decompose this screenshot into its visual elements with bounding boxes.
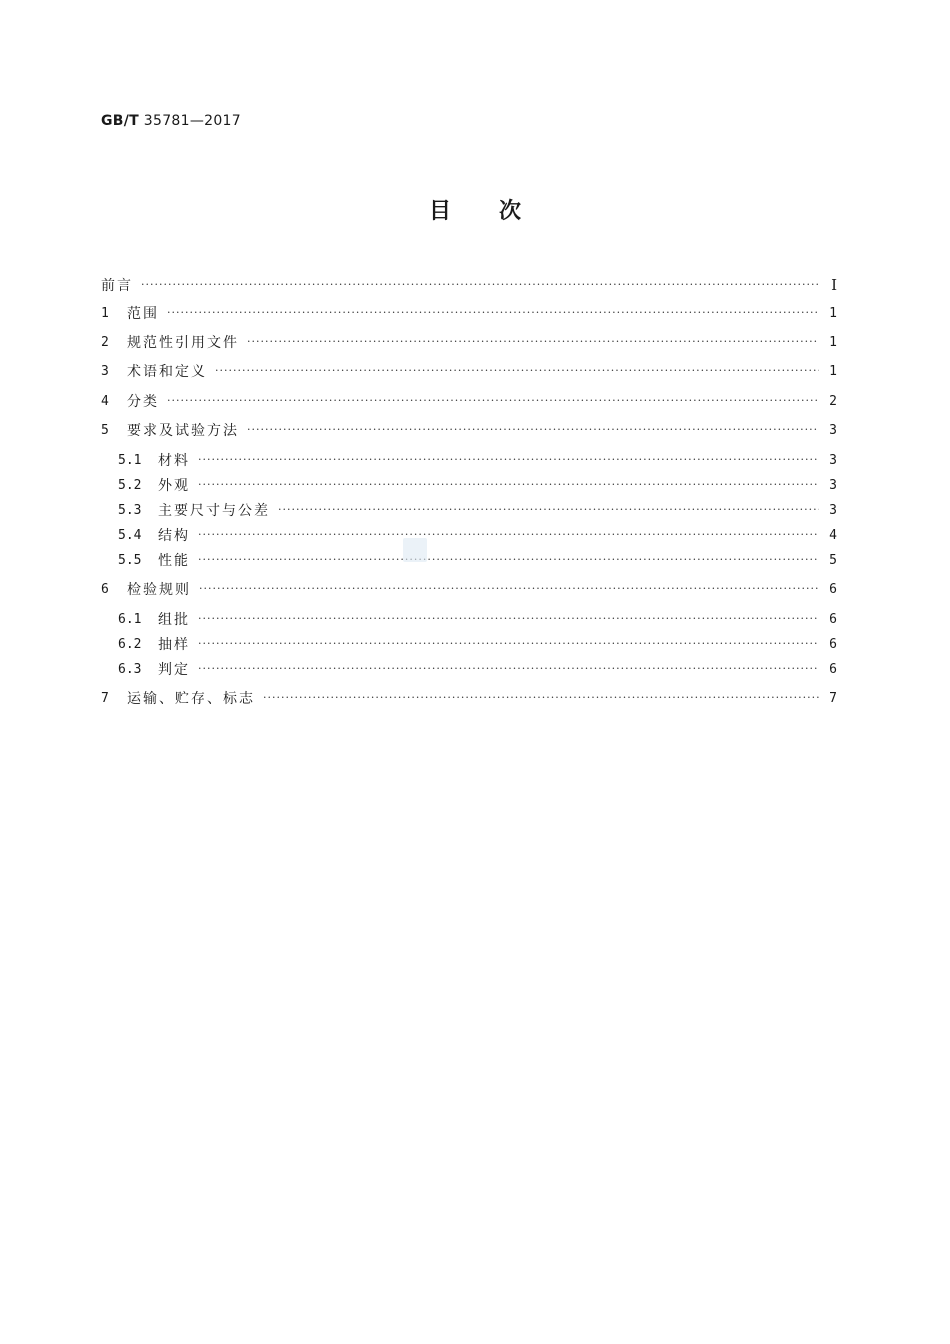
toc-entry-number: 1 xyxy=(101,305,109,321)
toc-entry-number: 6 xyxy=(101,581,109,597)
toc-entry-label: 术语和定义 xyxy=(127,364,207,380)
toc-entry-label: 外观 xyxy=(158,478,190,494)
standard-number: 35781—2017 xyxy=(143,113,241,129)
toc-leader xyxy=(198,612,819,626)
toc-entry-6-2[interactable] xyxy=(118,633,837,655)
toc-entry-page: 2 xyxy=(829,393,837,409)
toc-leader xyxy=(278,503,819,517)
toc-entry-label: 范围 xyxy=(127,306,159,322)
toc-entry-foreword[interactable] xyxy=(101,274,837,296)
toc-entry-5-1[interactable] xyxy=(118,449,837,471)
toc-leader xyxy=(198,553,819,567)
toc-entry-page: 6 xyxy=(829,661,837,677)
toc-entry-number: 2 xyxy=(101,334,109,350)
toc-entry-page: 4 xyxy=(829,527,837,543)
toc-entry-label: 分类 xyxy=(127,394,159,410)
toc-entry-label: 组批 xyxy=(158,612,190,628)
toc-entry-7[interactable] xyxy=(101,687,837,709)
page-title: 目次 xyxy=(428,199,569,224)
toc-entry-page: 6 xyxy=(829,581,837,597)
toc-entry-page: 5 xyxy=(829,552,837,568)
toc-entry-number: 3 xyxy=(101,363,109,379)
toc-entry-page: I xyxy=(831,276,837,294)
toc-entry-5[interactable] xyxy=(101,419,837,441)
toc-entry-number: 6.2 xyxy=(118,636,142,652)
toc-entry-page: 3 xyxy=(829,452,837,468)
toc-leader xyxy=(167,394,819,408)
standard-code xyxy=(101,113,241,129)
toc-entry-6-1[interactable] xyxy=(118,608,837,630)
toc-entry-label: 性能 xyxy=(158,553,190,569)
standard-prefix: GB/T xyxy=(101,113,140,129)
toc-entry-6-3[interactable] xyxy=(118,658,837,680)
toc-entry-page: 1 xyxy=(829,305,837,321)
toc-entry-label: 运输、贮存、标志 xyxy=(127,691,255,707)
toc-entry-1[interactable] xyxy=(101,302,837,324)
toc-leader xyxy=(198,478,819,492)
toc-entry-label: 结构 xyxy=(158,528,190,544)
toc-leader xyxy=(247,335,819,349)
toc-entry-label: 前言 xyxy=(101,278,133,294)
toc-entry-number: 7 xyxy=(101,690,109,706)
toc-entry-page: 1 xyxy=(829,363,837,379)
toc-leader xyxy=(215,364,819,378)
toc-entry-page: 6 xyxy=(829,636,837,652)
toc-entry-label: 判定 xyxy=(158,662,190,678)
toc-entry-number: 5.4 xyxy=(118,527,142,543)
toc-entry-5-4[interactable] xyxy=(118,524,837,546)
toc-leader xyxy=(167,306,819,320)
toc-leader xyxy=(263,691,819,705)
toc-leader xyxy=(198,662,819,676)
watermark-mark xyxy=(403,538,427,562)
toc-entry-5-3[interactable] xyxy=(118,499,837,521)
toc-entry-label: 材料 xyxy=(158,453,190,469)
toc-entry-label: 检验规则 xyxy=(127,582,191,598)
toc-entry-number: 6.3 xyxy=(118,661,142,677)
toc-entry-label: 要求及试验方法 xyxy=(127,423,239,439)
toc-leader xyxy=(198,453,819,467)
toc-leader xyxy=(199,582,819,596)
toc-entry-label: 抽样 xyxy=(158,637,190,653)
toc-entry-2[interactable] xyxy=(101,331,837,353)
toc-leader xyxy=(198,637,819,651)
toc-entry-6[interactable] xyxy=(101,578,837,600)
toc-entry-number: 5.1 xyxy=(118,452,142,468)
toc-entry-number: 5 xyxy=(101,422,109,438)
toc-entry-number: 4 xyxy=(101,393,109,409)
toc-leader xyxy=(198,528,819,542)
toc-leader xyxy=(247,423,819,437)
toc-entry-page: 3 xyxy=(829,422,837,438)
toc-entry-page: 3 xyxy=(829,502,837,518)
toc-entry-page: 6 xyxy=(829,611,837,627)
toc-entry-number: 5.3 xyxy=(118,502,142,518)
toc-entry-page: 1 xyxy=(829,334,837,350)
toc-entry-number: 5.5 xyxy=(118,552,142,568)
toc-entry-5-2[interactable] xyxy=(118,474,837,496)
toc-entry-3[interactable] xyxy=(101,360,837,382)
toc-entry-5-5[interactable] xyxy=(118,549,837,571)
toc-entry-number: 6.1 xyxy=(118,611,142,627)
toc-leader xyxy=(141,278,819,292)
toc-entry-4[interactable] xyxy=(101,390,837,412)
toc-entry-label: 规范性引用文件 xyxy=(127,335,239,351)
toc-entry-page: 3 xyxy=(829,477,837,493)
toc-entry-label: 主要尺寸与公差 xyxy=(158,503,270,519)
toc-entry-page: 7 xyxy=(829,690,837,706)
toc-entry-number: 5.2 xyxy=(118,477,142,493)
